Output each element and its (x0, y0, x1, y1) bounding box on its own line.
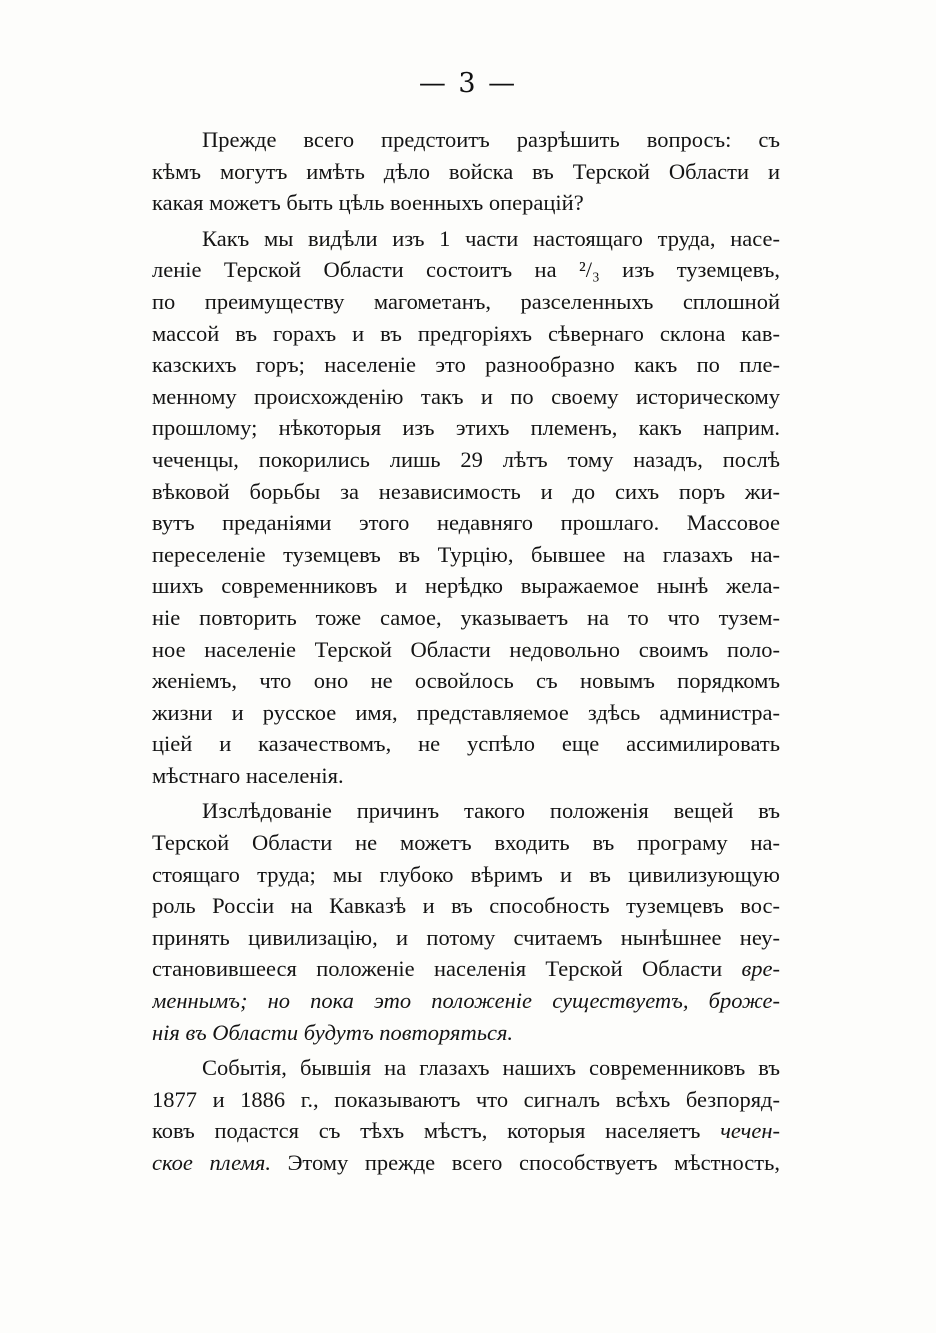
text-line: Терской Области не можетъ входить въ програму на- (152, 830, 780, 856)
italic-segment: чечен- (720, 1118, 780, 1144)
text-line (152, 1115, 780, 1147)
text-line: ное населеніе Терской Области недовольно своимъ поло- (152, 636, 780, 662)
text-line: стоящаго труда; мы глубоко вѣримъ и въ цивилизующую (152, 861, 780, 887)
page-text (152, 124, 780, 1179)
text-line: Прежде всего предстоитъ разрѣшить вопросъ: съ (202, 127, 780, 152)
text-line (152, 1147, 780, 1179)
text-line: роль Россіи на Кавказѣ и въ способность туземцевъ вос- (152, 893, 780, 919)
paragraph-4 (152, 1052, 780, 1178)
paragraph-3 (152, 795, 780, 1048)
paragraph-2 (152, 223, 780, 792)
text-line: массой въ горахъ и въ предгоріяхъ сѣвернаго склона кав- (152, 320, 780, 346)
paragraph-1 (152, 124, 780, 219)
text-line: жизни и русское имя, представляемое здѣсь администра- (152, 699, 780, 725)
text-line: по преимуществу магометанъ, разселенныхъ сплошной (152, 288, 780, 314)
text-line: нія въ Области будутъ повторяться. (152, 1019, 514, 1045)
text-line: Какъ мы видѣли изъ 1 части настоящаго труда, насе- (202, 225, 780, 251)
text-line: меннымъ; но пока это положеніе существуетъ, броже- (152, 988, 780, 1014)
text-line: кѣмъ могутъ имѣть дѣло войска въ Терской Области и (152, 158, 780, 184)
text-line: Событія, бывшія на глазахъ нашихъ современниковъ въ (202, 1055, 780, 1081)
text-line: мѣстнаго населенія. (152, 762, 344, 788)
italic-segment: вре- (741, 956, 780, 982)
text-line (152, 953, 780, 985)
text-line: менному происхожденію такъ и по своему историческому (152, 383, 780, 409)
text-line: шихъ современниковъ и нерѣдко выражаемое нынѣ жела- (152, 573, 780, 599)
text-line: казскихъ горъ; населеніе это разнообразно какъ по пле- (152, 352, 780, 378)
text-line: леніе Терской Области состоитъ на ²/₃ изъ туземцевъ, (152, 257, 780, 283)
text-line: Изслѣдованіе причинъ такого положенія вещей въ (202, 798, 780, 824)
text-line: переселеніе туземцевъ въ Турцію, бывшее на глазахъ на- (152, 541, 780, 567)
text-line: ціей и казачествомъ, не успѣло еще ассимилировать (152, 731, 780, 757)
text-segment: ковъ подастся съ тѣхъ мѣстъ, которыя населяетъ (152, 1118, 701, 1144)
text-line: вѣковой борьбы за независимость и до сихъ поръ жи- (152, 478, 780, 504)
text-line: какая можетъ быть цѣль военныхъ операцій? (152, 190, 584, 216)
text-segment: Этому прежде всего способствуетъ мѣстность, (287, 1150, 780, 1175)
page-number: — 3 — (418, 68, 518, 99)
text-line: ніе повторить тоже самое, указываетъ на то что тузем- (152, 604, 780, 630)
text-line: чеченцы, покорились лишь 29 лѣтъ тому назадъ, послѣ (152, 446, 780, 472)
text-line: прошлому; нѣкоторыя изъ этихъ племенъ, какъ наприм. (152, 415, 780, 441)
text-line: принять цивилизацію, и потому считаемъ нынѣшнее неу- (152, 924, 780, 950)
text-line: вутъ преданіями этого недавняго прошлаго. Массовое (152, 510, 780, 536)
text-segment: становившееся положеніе населенія Терской Области (152, 956, 723, 982)
italic-segment: ское племя. (152, 1150, 271, 1175)
text-line: женіемъ, что оно не освойлось съ новымъ порядкомъ (152, 668, 780, 694)
text-line: 1877 и 1886 г., показываютъ что сигналъ всѣхъ безпоряд- (152, 1086, 780, 1112)
